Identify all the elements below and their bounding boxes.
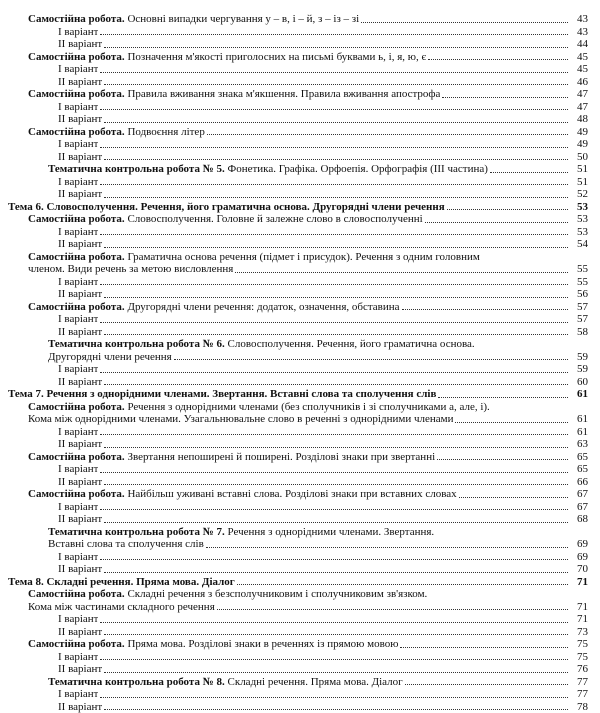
dot-leader: [100, 508, 568, 510]
toc-entry-title: ІІ варіант: [58, 626, 102, 638]
toc-entry-text: [48, 338, 475, 351]
toc-entry-text: [28, 251, 480, 264]
toc-entry-variant: [8, 663, 588, 676]
dot-leader: [428, 58, 568, 60]
toc-entry-work: [8, 488, 588, 501]
toc-entry-title: Правила вживання знака м'якшення. Правила вживання апострофа: [125, 88, 441, 100]
toc-entry-work: [8, 588, 588, 601]
toc-entry-title: Складні речення з безсполучниковим і сполучниковим зв'язком.: [125, 588, 428, 600]
toc-entry-topic: [8, 576, 588, 589]
toc-entry-text: [58, 376, 102, 389]
dot-leader: [237, 583, 568, 585]
dot-leader: [104, 483, 568, 485]
dot-leader: [235, 271, 568, 273]
toc-entry-text: [28, 126, 205, 139]
page-number: 43: [570, 13, 588, 26]
page-number: 65: [570, 451, 588, 464]
toc-entry-heading: Тема 6. Словосполучення. Речення, його граматична основа. Другорядні члени речення: [8, 201, 445, 213]
toc-entry-text: [58, 688, 98, 701]
toc-entry-variant: [8, 376, 588, 389]
toc-entry-text: [28, 601, 215, 614]
dot-leader: [104, 296, 568, 298]
toc-entry-heading: Самостійна робота.: [28, 13, 125, 25]
toc-entry-text: [28, 638, 398, 651]
page-number: 49: [570, 126, 588, 139]
toc-entry-topic: [8, 201, 588, 214]
dot-leader: [104, 83, 568, 85]
toc-entry-variant: [8, 613, 588, 626]
toc-entry-text: [28, 13, 359, 26]
page-number: 66: [570, 476, 588, 489]
page-number: 43: [570, 26, 588, 39]
dot-leader: [490, 171, 568, 173]
dot-leader: [459, 496, 568, 498]
toc-entry-text: [58, 663, 102, 676]
page-number: 75: [570, 651, 588, 664]
page-number: 58: [570, 326, 588, 339]
dot-leader: [405, 683, 568, 685]
toc-entry-title: Найбільш уживані вставні слова. Розділові знаки при вставних словах: [125, 488, 457, 500]
toc-entry-title: ІІ варіант: [58, 288, 102, 300]
toc-entry-variant: [8, 701, 588, 713]
toc-entry-title: Звертання непоширені й поширені. Розділові знаки при звертанні: [125, 451, 435, 463]
toc-entry-text: [28, 401, 490, 414]
toc-entry-text: [58, 63, 98, 76]
toc-entry-heading: Тематична контрольна робота № 7.: [48, 526, 225, 538]
dot-leader: [174, 358, 568, 360]
toc-entry-title: І варіант: [58, 613, 98, 625]
dot-leader: [100, 108, 568, 110]
toc-entry-text: [58, 501, 98, 514]
dot-leader: [206, 546, 568, 548]
page-number: 53: [570, 213, 588, 226]
toc-entry-text: [8, 576, 235, 589]
toc-entry-text: [28, 213, 423, 226]
toc-entry-variant: [8, 288, 588, 301]
page-number: 59: [570, 363, 588, 376]
toc-entry-text: [28, 488, 457, 501]
toc-entry-text: [58, 288, 102, 301]
toc-entry-title: І варіант: [58, 26, 98, 38]
toc-entry-work: [8, 413, 588, 426]
page-number: 65: [570, 463, 588, 476]
toc-entry-title: І варіант: [58, 138, 98, 150]
toc-entry-work: [8, 126, 588, 139]
toc-entry-work: [8, 213, 588, 226]
page-number: 67: [570, 488, 588, 501]
dot-leader: [100, 371, 568, 373]
toc-entry-heading: Самостійна робота.: [28, 301, 125, 313]
toc-entry-heading: Самостійна робота.: [28, 88, 125, 100]
dot-leader: [402, 308, 568, 310]
toc-entry-work: [8, 601, 588, 614]
toc-entry-text: [58, 101, 98, 114]
dot-leader: [104, 671, 568, 673]
page-number: 49: [570, 138, 588, 151]
dot-leader: [100, 71, 568, 73]
toc-entry-variant: [8, 176, 588, 189]
toc-entry-title: Подвоєння літер: [125, 126, 205, 138]
toc-entry-text: [58, 238, 102, 251]
dot-leader: [100, 558, 568, 560]
toc-entry-title: ІІ варіант: [58, 151, 102, 163]
page-number: 67: [570, 501, 588, 514]
dot-leader: [100, 183, 568, 185]
toc-entry-title: Складні речення. Пряма мова. Діалог: [225, 676, 403, 688]
page-number: 45: [570, 63, 588, 76]
page-number: 53: [570, 201, 588, 214]
toc-entry-heading: Самостійна робота.: [28, 401, 125, 413]
toc-entry-heading: Самостійна робота.: [28, 126, 125, 138]
toc-entry-heading: Тематична контрольна робота № 5.: [48, 163, 225, 175]
toc-entry-variant: [8, 76, 588, 89]
toc-entry-text: [58, 563, 102, 576]
page-number: 45: [570, 51, 588, 64]
page-number: 47: [570, 101, 588, 114]
page-number: 46: [570, 76, 588, 89]
dot-leader: [104, 633, 568, 635]
toc-entry-variant: [8, 551, 588, 564]
page-number: 77: [570, 676, 588, 689]
toc-entry-text: [58, 613, 98, 626]
toc-entry-variant: [8, 276, 588, 289]
toc-entry-variant: [8, 326, 588, 339]
toc-entry-title: ІІ варіант: [58, 513, 102, 525]
dot-leader: [425, 221, 568, 223]
toc-entry-title: ІІ варіант: [58, 76, 102, 88]
dot-leader: [447, 208, 568, 210]
toc-entry-variant: [8, 226, 588, 239]
dot-leader: [104, 158, 568, 160]
toc-entry-work: [8, 638, 588, 651]
toc-entry-variant: [8, 113, 588, 126]
toc-entry-heading: Самостійна робота.: [28, 451, 125, 463]
toc-entry-title: І варіант: [58, 63, 98, 75]
toc-entry-title: Фонетика. Графіка. Орфоепія. Орфографія (ІІІ частина): [225, 163, 488, 175]
toc-entry-variant: [8, 63, 588, 76]
toc-entry-variant: [8, 651, 588, 664]
dot-leader: [104, 46, 568, 48]
toc-entry-text: [58, 176, 98, 189]
dot-leader: [361, 21, 568, 23]
toc-entry-text: [58, 326, 102, 339]
toc-entry-text: [58, 138, 98, 151]
toc-entry-heading: Самостійна робота.: [28, 488, 125, 500]
page-number: 48: [570, 113, 588, 126]
dot-leader: [104, 333, 568, 335]
toc-entry-variant: [8, 463, 588, 476]
table-of-contents: [8, 13, 588, 713]
toc-entry-variant: [8, 313, 588, 326]
toc-entry-work: [8, 51, 588, 64]
page-number: 56: [570, 288, 588, 301]
dot-leader: [100, 146, 568, 148]
toc-entry-variant: [8, 151, 588, 164]
toc-entry-heading: Самостійна робота.: [28, 588, 125, 600]
page-number: 50: [570, 151, 588, 164]
toc-entry-title: ІІ варіант: [58, 476, 102, 488]
toc-entry-heading: Самостійна робота.: [28, 251, 125, 263]
toc-entry-title: І варіант: [58, 101, 98, 113]
toc-entry-work: [8, 451, 588, 464]
toc-entry-variant: [8, 476, 588, 489]
toc-entry-title: ІІ варіант: [58, 701, 102, 713]
dot-leader: [100, 33, 568, 35]
toc-entry-title: І варіант: [58, 363, 98, 375]
toc-entry-heading: Тема 8. Складні речення. Пряма мова. Діалог: [8, 576, 235, 588]
toc-entry-variant: [8, 188, 588, 201]
dot-leader: [100, 621, 568, 623]
toc-entry-title: І варіант: [58, 463, 98, 475]
toc-entry-text: [28, 88, 440, 101]
toc-entry-title: Речення з однорідними членами. Звертання.: [225, 526, 434, 538]
toc-entry-heading: Тематична контрольна робота № 8.: [48, 676, 225, 688]
toc-entry-title: ІІ варіант: [58, 238, 102, 250]
toc-entry-heading: Самостійна робота.: [28, 213, 125, 225]
dot-leader: [104, 196, 568, 198]
toc-entry-variant: [8, 563, 588, 576]
dot-leader: [100, 233, 568, 235]
dot-leader: [438, 396, 568, 398]
toc-entry-title: І варіант: [58, 176, 98, 188]
toc-entry-title: членом. Види речень за метою висловлення: [28, 263, 233, 275]
toc-entry-text: [58, 438, 102, 451]
toc-entry-text: [58, 38, 102, 51]
dot-leader: [217, 608, 568, 610]
toc-entry-text: [58, 426, 98, 439]
toc-entry-title: ІІ варіант: [58, 326, 102, 338]
page-number: 71: [570, 601, 588, 614]
toc-entry-title: Граматична основа речення (підмет і присудок). Речення з одним головним: [125, 251, 480, 263]
toc-entry-text: [8, 388, 436, 401]
page-number: 53: [570, 226, 588, 239]
toc-entry-title: І варіант: [58, 276, 98, 288]
toc-entry-text: [58, 651, 98, 664]
toc-entry-variant: [8, 238, 588, 251]
page-number: 47: [570, 88, 588, 101]
toc-entry-title: Позначення м'якості приголосних на письмі буквами ь, і, я, ю, є: [125, 51, 427, 63]
toc-entry-variant: [8, 438, 588, 451]
page-number: 77: [570, 688, 588, 701]
toc-entry-title: І варіант: [58, 226, 98, 238]
toc-entry-title: І варіант: [58, 688, 98, 700]
page-number: 54: [570, 238, 588, 251]
page-number: 71: [570, 576, 588, 589]
toc-entry-work: [8, 251, 588, 264]
page-number: 69: [570, 538, 588, 551]
dot-leader: [104, 708, 568, 710]
page-number: 52: [570, 188, 588, 201]
toc-entry-title: ІІ варіант: [58, 438, 102, 450]
dot-leader: [104, 246, 568, 248]
page-number: 70: [570, 563, 588, 576]
toc-entry-text: [58, 188, 102, 201]
page-number: 69: [570, 551, 588, 564]
toc-entry-variant: [8, 426, 588, 439]
dot-leader: [207, 133, 568, 135]
toc-entry-text: [48, 526, 434, 539]
toc-entry-variant: [8, 101, 588, 114]
toc-entry-title: Другорядні члени речення: додаток, означення, обставина: [125, 301, 400, 313]
page-number: 51: [570, 176, 588, 189]
toc-entry-thematic: [8, 351, 588, 364]
toc-entry-text: [58, 276, 98, 289]
toc-entry-title: Словосполучення. Головне й залежне слово в словосполученні: [125, 213, 423, 225]
toc-entry-variant: [8, 626, 588, 639]
toc-entry-variant: [8, 38, 588, 51]
page-number: 78: [570, 701, 588, 713]
dot-leader: [104, 521, 568, 523]
page-number: 55: [570, 276, 588, 289]
toc-entry-text: [58, 701, 102, 713]
dot-leader: [104, 446, 568, 448]
toc-entry-title: Кома між однорідними членами. Узагальнювальне слово в реченні з однорідними членами: [28, 413, 453, 425]
toc-entry-title: Речення з однорідними членами (без сполучників і зі сполучниками а, але, і).: [125, 401, 490, 413]
dot-leader: [100, 321, 568, 323]
toc-entry-variant: [8, 513, 588, 526]
page-number: 61: [570, 388, 588, 401]
dot-leader: [100, 433, 568, 435]
toc-entry-text: [48, 538, 204, 551]
page-number: 61: [570, 426, 588, 439]
dot-leader: [104, 383, 568, 385]
toc-entry-text: [28, 263, 233, 276]
page-number: 57: [570, 313, 588, 326]
toc-entry-text: [58, 363, 98, 376]
toc-entry-variant: [8, 363, 588, 376]
toc-entry-thematic: [8, 676, 588, 689]
toc-entry-heading: Самостійна робота.: [28, 638, 125, 650]
toc-entry-text: [48, 676, 403, 689]
toc-entry-text: [58, 151, 102, 164]
toc-entry-text: [58, 551, 98, 564]
toc-entry-thematic: [8, 163, 588, 176]
toc-entry-text: [28, 413, 453, 426]
page-number: 76: [570, 663, 588, 676]
toc-entry-heading: Тематична контрольна робота № 6.: [48, 338, 225, 350]
toc-entry-text: [28, 451, 435, 464]
page-number: 60: [570, 376, 588, 389]
page-number: 68: [570, 513, 588, 526]
dot-leader: [104, 121, 568, 123]
toc-entry-variant: [8, 26, 588, 39]
dot-leader: [455, 421, 568, 423]
toc-entry-title: Пряма мова. Розділові знаки в реченнях із прямою мовою: [125, 638, 399, 650]
toc-entry-work: [8, 401, 588, 414]
toc-entry-title: Кома між частинами складного речення: [28, 601, 215, 613]
page-number: 63: [570, 438, 588, 451]
toc-entry-thematic: [8, 526, 588, 539]
toc-entry-text: [48, 351, 172, 364]
toc-entry-work: [8, 88, 588, 101]
toc-entry-title: І варіант: [58, 426, 98, 438]
toc-entry-text: [58, 313, 98, 326]
toc-entry-topic: [8, 388, 588, 401]
toc-entry-title: ІІ варіант: [58, 113, 102, 125]
dot-leader: [442, 96, 568, 98]
toc-entry-title: І варіант: [58, 651, 98, 663]
toc-entry-title: Основні випадки чергування у – в, і – й, з – із – зі: [125, 13, 360, 25]
toc-entry-variant: [8, 138, 588, 151]
page-number: 75: [570, 638, 588, 651]
toc-entry-title: ІІ варіант: [58, 663, 102, 675]
dot-leader: [400, 646, 568, 648]
page-number: 59: [570, 351, 588, 364]
toc-entry-title: ІІ варіант: [58, 38, 102, 50]
toc-entry-title: І варіант: [58, 501, 98, 513]
toc-entry-title: Другорядні члени речення: [48, 351, 172, 363]
dot-leader: [100, 283, 568, 285]
toc-entry-title: ІІ варіант: [58, 563, 102, 575]
toc-entry-title: ІІ варіант: [58, 376, 102, 388]
toc-entry-text: [28, 51, 426, 64]
toc-entry-variant: [8, 688, 588, 701]
dot-leader: [100, 658, 568, 660]
page-number: 73: [570, 626, 588, 639]
toc-entry-text: [28, 588, 427, 601]
toc-entry-text: [58, 226, 98, 239]
toc-entry-heading: Тема 7. Речення з однорідними членами. Звертання. Вставні слова та сполучення слів: [8, 388, 436, 400]
toc-entry-text: [58, 476, 102, 489]
toc-entry-title: Вставні слова та сполучення слів: [48, 538, 204, 550]
dot-leader: [437, 458, 568, 460]
toc-entry-text: [58, 513, 102, 526]
toc-entry-work: [8, 263, 588, 276]
dot-leader: [100, 471, 568, 473]
toc-entry-title: ІІ варіант: [58, 188, 102, 200]
page-number: 57: [570, 301, 588, 314]
dot-leader: [104, 571, 568, 573]
toc-entry-work: [8, 13, 588, 26]
toc-entry-text: [58, 463, 98, 476]
toc-entry-heading: Самостійна робота.: [28, 51, 125, 63]
page-number: 44: [570, 38, 588, 51]
dot-leader: [100, 696, 568, 698]
toc-entry-text: [28, 301, 400, 314]
toc-entry-title: Словосполучення. Речення, його граматична основа.: [225, 338, 475, 350]
page-number: 61: [570, 413, 588, 426]
toc-entry-thematic: [8, 338, 588, 351]
page-number: 51: [570, 163, 588, 176]
toc-entry-text: [58, 26, 98, 39]
page-number: 55: [570, 263, 588, 276]
toc-entry-text: [48, 163, 488, 176]
page-number: 71: [570, 613, 588, 626]
toc-entry-title: І варіант: [58, 551, 98, 563]
toc-entry-text: [58, 113, 102, 126]
toc-entry-text: [58, 626, 102, 639]
toc-entry-variant: [8, 501, 588, 514]
toc-entry-text: [58, 76, 102, 89]
toc-entry-text: [8, 201, 445, 214]
toc-entry-work: [8, 301, 588, 314]
toc-entry-thematic: [8, 538, 588, 551]
toc-entry-title: І варіант: [58, 313, 98, 325]
